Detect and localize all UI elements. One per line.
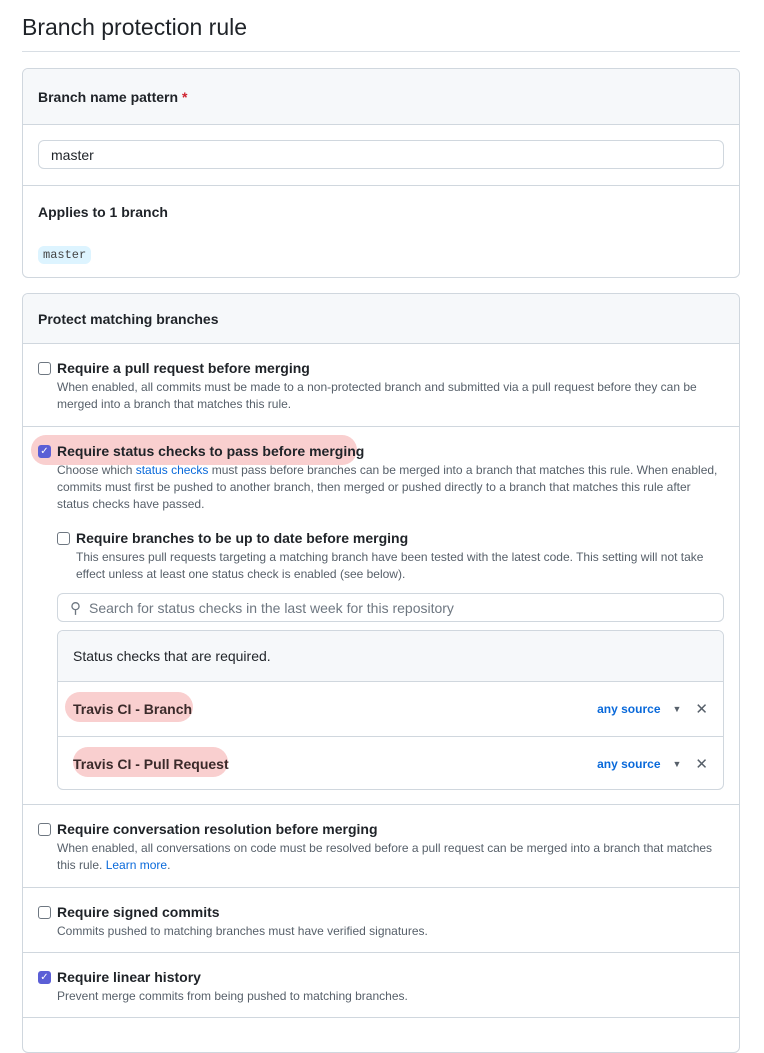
pattern-label: Branch name pattern xyxy=(38,88,179,105)
option-label: Require status checks to pass before merging xyxy=(57,443,365,459)
pull-request-checkbox[interactable] xyxy=(38,362,51,375)
status-checks-link[interactable]: status checks xyxy=(135,463,209,477)
option-desc: When enabled, all commits must be made to a non-protected branch and submitted via a pull request before they can be merged into a branch that matches this rule. xyxy=(57,380,697,411)
branch-badge: master xyxy=(38,246,91,264)
close-icon[interactable]: ✕ xyxy=(695,701,708,718)
option-signed-commits xyxy=(23,888,739,953)
option-desc: Commits pushed to matching branches must have verified signatures. xyxy=(57,924,428,938)
option-status-checks xyxy=(23,427,739,805)
option-label: Require conversation resolution before merging xyxy=(57,821,378,837)
option-linear-history xyxy=(23,953,739,1018)
branch-pattern-panel xyxy=(22,68,740,278)
applies-label: Applies to 1 branch xyxy=(38,204,168,220)
up-to-date-checkbox[interactable] xyxy=(57,532,70,545)
option-desc: This ensures pull requests targeting a matching branch have been tested with the latest code. This setting will not take effect unless at least one status check is enabled (see below). xyxy=(76,550,704,581)
source-dropdown[interactable]: any source xyxy=(597,702,661,716)
option-label: Require signed commits xyxy=(57,904,220,920)
option-pull-request xyxy=(23,344,739,427)
option-label: Require linear history xyxy=(57,969,201,985)
panel-header: Protect matching branches xyxy=(23,294,739,344)
conversation-checkbox[interactable] xyxy=(38,823,51,836)
status-check-row: Travis CI - Branch any source ▼ ✕ xyxy=(58,681,723,736)
caret-down-icon[interactable]: ▼ xyxy=(672,759,682,769)
option-up-to-date xyxy=(57,530,724,583)
option-conversation xyxy=(23,805,739,888)
required-checks-list xyxy=(57,630,724,790)
option-label: Require branches to be up to date before merging xyxy=(76,530,409,546)
status-check-row: Travis CI - Pull Request any source ▼ ✕ xyxy=(58,736,723,790)
option-desc: Prevent merge commits from being pushed to matching branches. xyxy=(57,989,408,1003)
close-icon[interactable]: ✕ xyxy=(695,756,708,773)
option-label: Require a pull request before merging xyxy=(57,360,310,376)
status-checks-checkbox[interactable]: ✓ xyxy=(38,445,51,458)
option-desc: When enabled, all conversations on code must be resolved before a pull request can be merged into a branch that matches this rule. Learn more. xyxy=(57,841,713,872)
linear-history-checkbox[interactable]: ✓ xyxy=(38,971,51,984)
required-header: Status checks that are required. xyxy=(58,631,723,681)
learn-more-link[interactable]: Learn more xyxy=(105,858,168,872)
required-marker: * xyxy=(182,88,188,105)
divider xyxy=(22,51,740,52)
panel-header xyxy=(23,69,739,125)
status-check-search[interactable]: ⚲ Search for status checks in the last week for this repository xyxy=(57,593,724,622)
caret-down-icon[interactable]: ▼ xyxy=(672,704,682,714)
page-title: Branch protection rule xyxy=(22,14,248,40)
signed-commits-checkbox[interactable] xyxy=(38,906,51,919)
protect-panel xyxy=(22,293,740,1053)
option-desc: Choose which status checks must pass before branches can be merged into a branch that matches this rule. When enabled, commits must first be pushed to another branch, then merged or pushed directly to a branch that matches this rule after status checks have passed. xyxy=(57,463,718,511)
search-icon: ⚲ xyxy=(70,599,81,617)
branch-pattern-input[interactable]: master xyxy=(38,140,724,169)
source-dropdown[interactable]: any source xyxy=(597,757,661,771)
